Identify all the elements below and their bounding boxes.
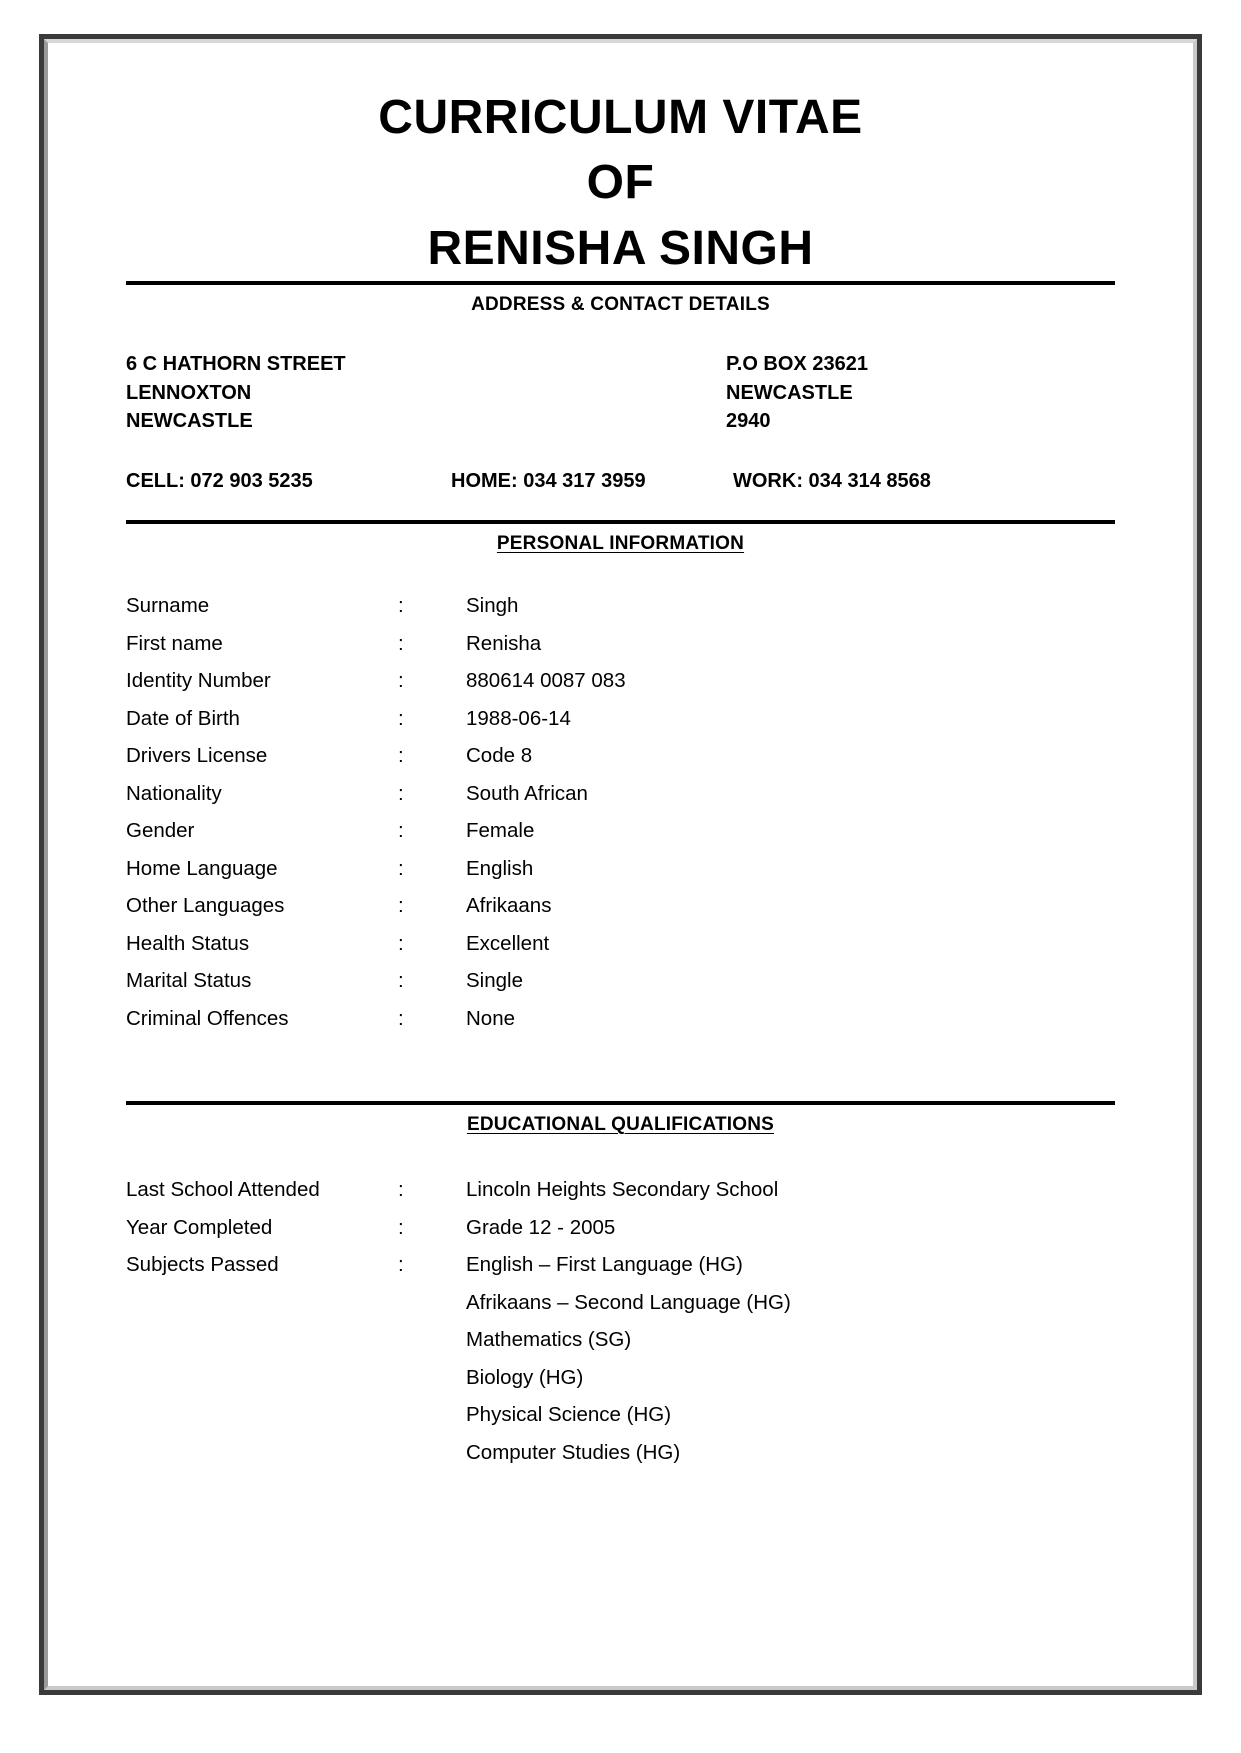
row-value: English – First Language (HG) — [466, 1253, 743, 1277]
row-separator-empty — [398, 1443, 466, 1481]
table-row — [126, 1180, 1115, 1218]
row-label: Criminal Offences — [126, 1006, 289, 1030]
table-row — [126, 671, 1115, 709]
postal-line-code: 2940 — [726, 410, 771, 433]
row-label-empty — [126, 1330, 398, 1368]
table-row — [126, 709, 1115, 747]
section-spacer — [126, 1046, 1115, 1101]
title-line-2: OF — [586, 156, 655, 210]
personal-information-table — [126, 596, 1115, 1046]
address-line-suburb: LENNOXTON — [126, 381, 252, 404]
address-column-postal — [726, 350, 1115, 436]
row-separator: : — [398, 894, 404, 918]
row-label: Year Completed — [126, 1215, 273, 1239]
contact-cell-phone: CELL: 072 903 5235 — [126, 470, 313, 493]
address-section — [126, 281, 1115, 520]
address-line-city: NEWCASTLE — [126, 410, 253, 433]
row-value: Renisha — [466, 631, 542, 655]
row-separator: : — [398, 706, 404, 730]
row-separator: : — [398, 631, 404, 655]
row-separator-empty — [398, 1330, 466, 1368]
table-row — [126, 596, 1115, 634]
row-separator: : — [398, 819, 404, 843]
row-value: Lincoln Heights Secondary School — [466, 1178, 779, 1202]
table-row — [126, 1255, 1115, 1293]
row-value: English — [466, 856, 534, 880]
postal-line-box: P.O BOX 23621 — [726, 352, 868, 375]
row-label: Nationality — [126, 781, 222, 805]
row-label: Other Languages — [126, 894, 285, 918]
address-section-heading: ADDRESS & CONTACT DETAILS — [471, 293, 770, 315]
row-separator: : — [398, 594, 404, 618]
subject-item: Mathematics (SG) — [466, 1328, 632, 1352]
row-value: 880614 0087 083 — [466, 669, 626, 693]
row-value: Single — [466, 969, 523, 993]
row-label-empty — [126, 1443, 398, 1481]
row-value: South African — [466, 781, 588, 805]
address-line-street: 6 C HATHORN STREET — [126, 352, 346, 375]
title-line-3: RENISHA SINGH — [427, 221, 814, 275]
table-row — [126, 971, 1115, 1009]
row-label: Date of Birth — [126, 706, 240, 730]
contact-numbers-row — [126, 436, 1115, 520]
address-column-street — [126, 350, 726, 436]
row-value: Code 8 — [466, 744, 533, 768]
row-label: Marital Status — [126, 969, 252, 993]
row-separator-empty — [398, 1405, 466, 1443]
table-row — [126, 1368, 1115, 1406]
row-value: Afrikaans — [466, 894, 552, 918]
row-separator-empty — [398, 1368, 466, 1406]
page-title — [126, 85, 1115, 281]
row-label: Subjects Passed — [126, 1253, 279, 1277]
row-separator: : — [398, 744, 404, 768]
education-table — [126, 1180, 1115, 1480]
title-line-1: CURRICULUM VITAE — [378, 91, 863, 144]
row-label: First name — [126, 631, 223, 655]
document-page — [48, 43, 1193, 1686]
row-separator: : — [398, 1253, 404, 1277]
row-separator: : — [398, 1215, 404, 1239]
subject-item: Computer Studies (HG) — [466, 1440, 681, 1464]
row-value: Excellent — [466, 931, 550, 955]
row-value: Singh — [466, 594, 519, 618]
personal-section-heading: PERSONAL INFORMATION — [496, 533, 745, 555]
row-separator: : — [398, 931, 404, 955]
contact-home-phone: HOME: 034 317 3959 — [451, 470, 646, 493]
row-separator: : — [398, 969, 404, 993]
row-label-empty — [126, 1368, 398, 1406]
postal-line-city: NEWCASTLE — [726, 381, 853, 404]
table-row — [126, 1443, 1115, 1481]
row-label: Home Language — [126, 856, 278, 880]
row-label: Last School Attended — [126, 1178, 320, 1202]
row-separator: : — [398, 856, 404, 880]
row-separator: : — [398, 669, 404, 693]
contact-work-phone: WORK: 034 314 8568 — [733, 470, 931, 493]
table-row — [126, 746, 1115, 784]
table-row — [126, 784, 1115, 822]
table-row — [126, 1330, 1115, 1368]
educational-qualifications-section — [126, 1101, 1115, 1480]
row-label-empty — [126, 1293, 398, 1331]
page-border-inner — [44, 39, 1197, 1690]
row-value: None — [466, 1006, 516, 1030]
subject-item: Biology (HG) — [466, 1365, 584, 1389]
row-separator: : — [398, 1006, 404, 1030]
row-value: Female — [466, 819, 535, 843]
subject-item: Physical Science (HG) — [466, 1403, 672, 1427]
address-block — [126, 316, 1115, 436]
row-label: Identity Number — [126, 669, 271, 693]
row-label: Gender — [126, 819, 195, 843]
table-row — [126, 1293, 1115, 1331]
table-row — [126, 1405, 1115, 1443]
table-row — [126, 934, 1115, 972]
row-separator: : — [398, 1178, 404, 1202]
table-row — [126, 821, 1115, 859]
table-row — [126, 859, 1115, 897]
table-row — [126, 1009, 1115, 1047]
subject-item: Afrikaans – Second Language (HG) — [466, 1290, 791, 1314]
row-value: 1988-06-14 — [466, 706, 571, 730]
row-label: Health Status — [126, 931, 250, 955]
row-separator-empty — [398, 1293, 466, 1331]
row-separator: : — [398, 781, 404, 805]
personal-information-section — [126, 520, 1115, 1046]
table-row — [126, 634, 1115, 672]
row-label: Surname — [126, 594, 210, 618]
row-label-empty — [126, 1405, 398, 1443]
row-value: Grade 12 - 2005 — [466, 1215, 616, 1239]
row-label: Drivers License — [126, 744, 268, 768]
table-row — [126, 1218, 1115, 1256]
education-section-heading: EDUCATIONAL QUALIFICATIONS — [466, 1114, 775, 1136]
table-row — [126, 896, 1115, 934]
page-border — [39, 34, 1202, 1695]
